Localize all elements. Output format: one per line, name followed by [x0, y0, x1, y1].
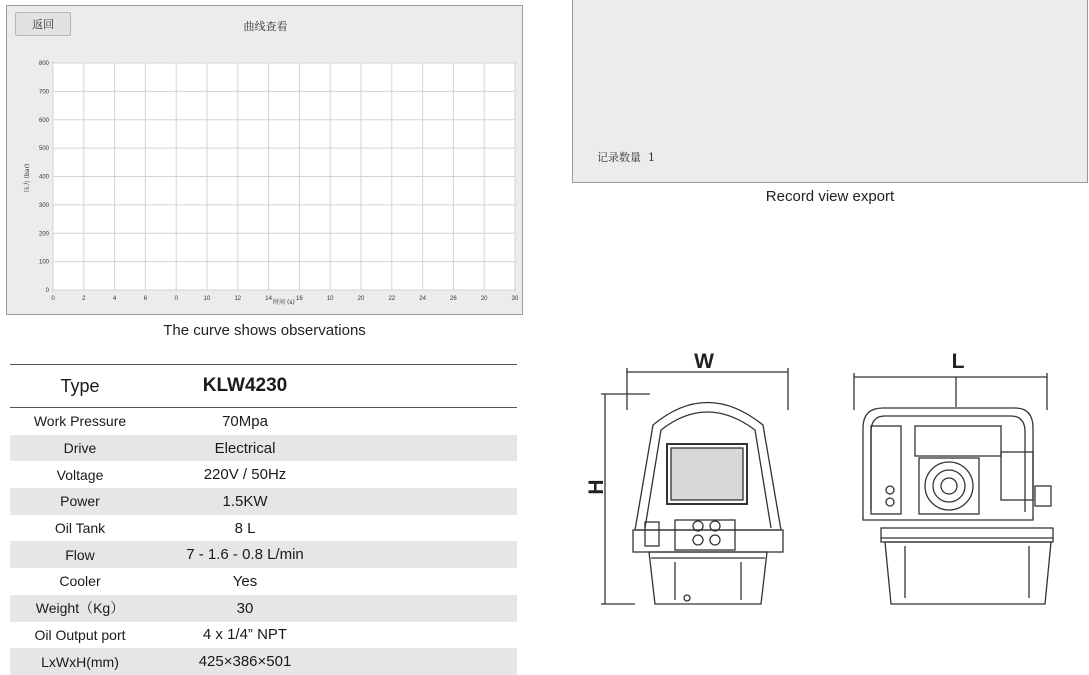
x-tick-label: 16: [296, 296, 303, 302]
row-value: 220V / 50Hz: [203, 466, 287, 484]
row-key: Oil Tank: [54, 520, 106, 537]
record-count-label: 记录数量: [597, 151, 641, 164]
table-row: [10, 488, 517, 515]
header-key: Type: [60, 375, 100, 396]
row-value: Electrical: [214, 439, 276, 457]
table-row: [10, 568, 517, 595]
y-tick-label: 0: [45, 288, 49, 294]
x-tick-label: 20: [480, 296, 488, 302]
spec-table-header: [10, 364, 517, 408]
front-view: [601, 368, 788, 604]
row-value: 8 L: [234, 519, 256, 537]
x-tick-label: 10: [203, 296, 211, 302]
y-tick-label: 800: [38, 61, 49, 67]
row-value: 30: [236, 599, 254, 617]
length-dimension-label: L: [951, 350, 965, 373]
record-count: [597, 149, 655, 165]
curve-viewer-panel: [6, 5, 523, 315]
x-tick-label: 20: [357, 296, 365, 302]
row-key: Power: [60, 493, 100, 510]
row-key: Oil Output port: [34, 626, 126, 643]
x-tick-label: 12: [234, 296, 242, 302]
row-key: Drive: [63, 440, 97, 457]
row-value: 7 - 1.6 - 0.8 L/min: [186, 546, 304, 564]
width-dimension-label: W: [694, 350, 714, 373]
row-value: 70Mpa: [222, 412, 268, 430]
row-value: 1.5KW: [222, 492, 268, 510]
x-tick-label: 30: [511, 296, 519, 302]
row-key: Voltage: [56, 466, 104, 483]
x-tick-label: 0: [51, 296, 55, 302]
side-view: [854, 373, 1053, 604]
x-tick-label: 24: [419, 296, 426, 302]
table-row: [10, 622, 517, 649]
panel-title: 曲线查看: [243, 20, 288, 33]
back-button[interactable]: 返回: [15, 12, 71, 36]
curve-caption: The curve shows observations: [163, 322, 366, 339]
row-key: LxWxH(mm): [41, 653, 119, 670]
table-row: [10, 515, 517, 542]
y-tick-label: 600: [38, 117, 49, 124]
pressure-time-chart: [7, 6, 524, 316]
record-view-panel: [572, 0, 1088, 183]
table-row: [10, 435, 517, 462]
x-axis-label: 时间 (s): [273, 299, 295, 306]
pump-dimension-drawing: [575, 340, 1085, 615]
x-tick-label: 22: [388, 296, 396, 302]
table-row: [10, 648, 517, 675]
table-row: [10, 461, 517, 488]
record-caption: Record view export: [765, 188, 895, 205]
table-row: [10, 595, 517, 622]
row-value: 425×386×501: [198, 653, 292, 671]
y-axis-label: 压力 (bar): [24, 163, 31, 193]
table-row: [10, 541, 517, 568]
y-tick-label: 200: [38, 231, 49, 238]
row-value: 4 x 1/4” NPT: [202, 626, 288, 644]
header-value: KLW4230: [202, 375, 288, 396]
row-key: Flow: [65, 546, 95, 563]
x-tick-label: 2: [82, 296, 86, 302]
row-key: Cooler: [59, 573, 101, 590]
x-tick-label: 10: [326, 296, 334, 302]
x-tick-label: 14: [265, 296, 272, 302]
spec-table: [10, 364, 517, 675]
y-tick-label: 500: [38, 146, 49, 153]
x-tick-label: 0: [174, 296, 178, 302]
row-key: Weight（Kg）: [35, 600, 125, 617]
x-tick-label: 6: [143, 296, 148, 302]
y-tick-label: 100: [38, 259, 49, 266]
y-tick-label: 700: [38, 89, 49, 96]
row-value: Yes: [232, 572, 258, 590]
height-dimension-label: H: [585, 479, 608, 495]
y-tick-label: 400: [38, 174, 49, 181]
x-tick-label: 26: [450, 296, 457, 302]
x-tick-label: 4: [112, 296, 117, 302]
row-key: Work Pressure: [33, 413, 127, 430]
record-count-value: 1: [648, 151, 655, 164]
y-tick-label: 300: [38, 202, 49, 209]
table-row: [10, 408, 517, 435]
